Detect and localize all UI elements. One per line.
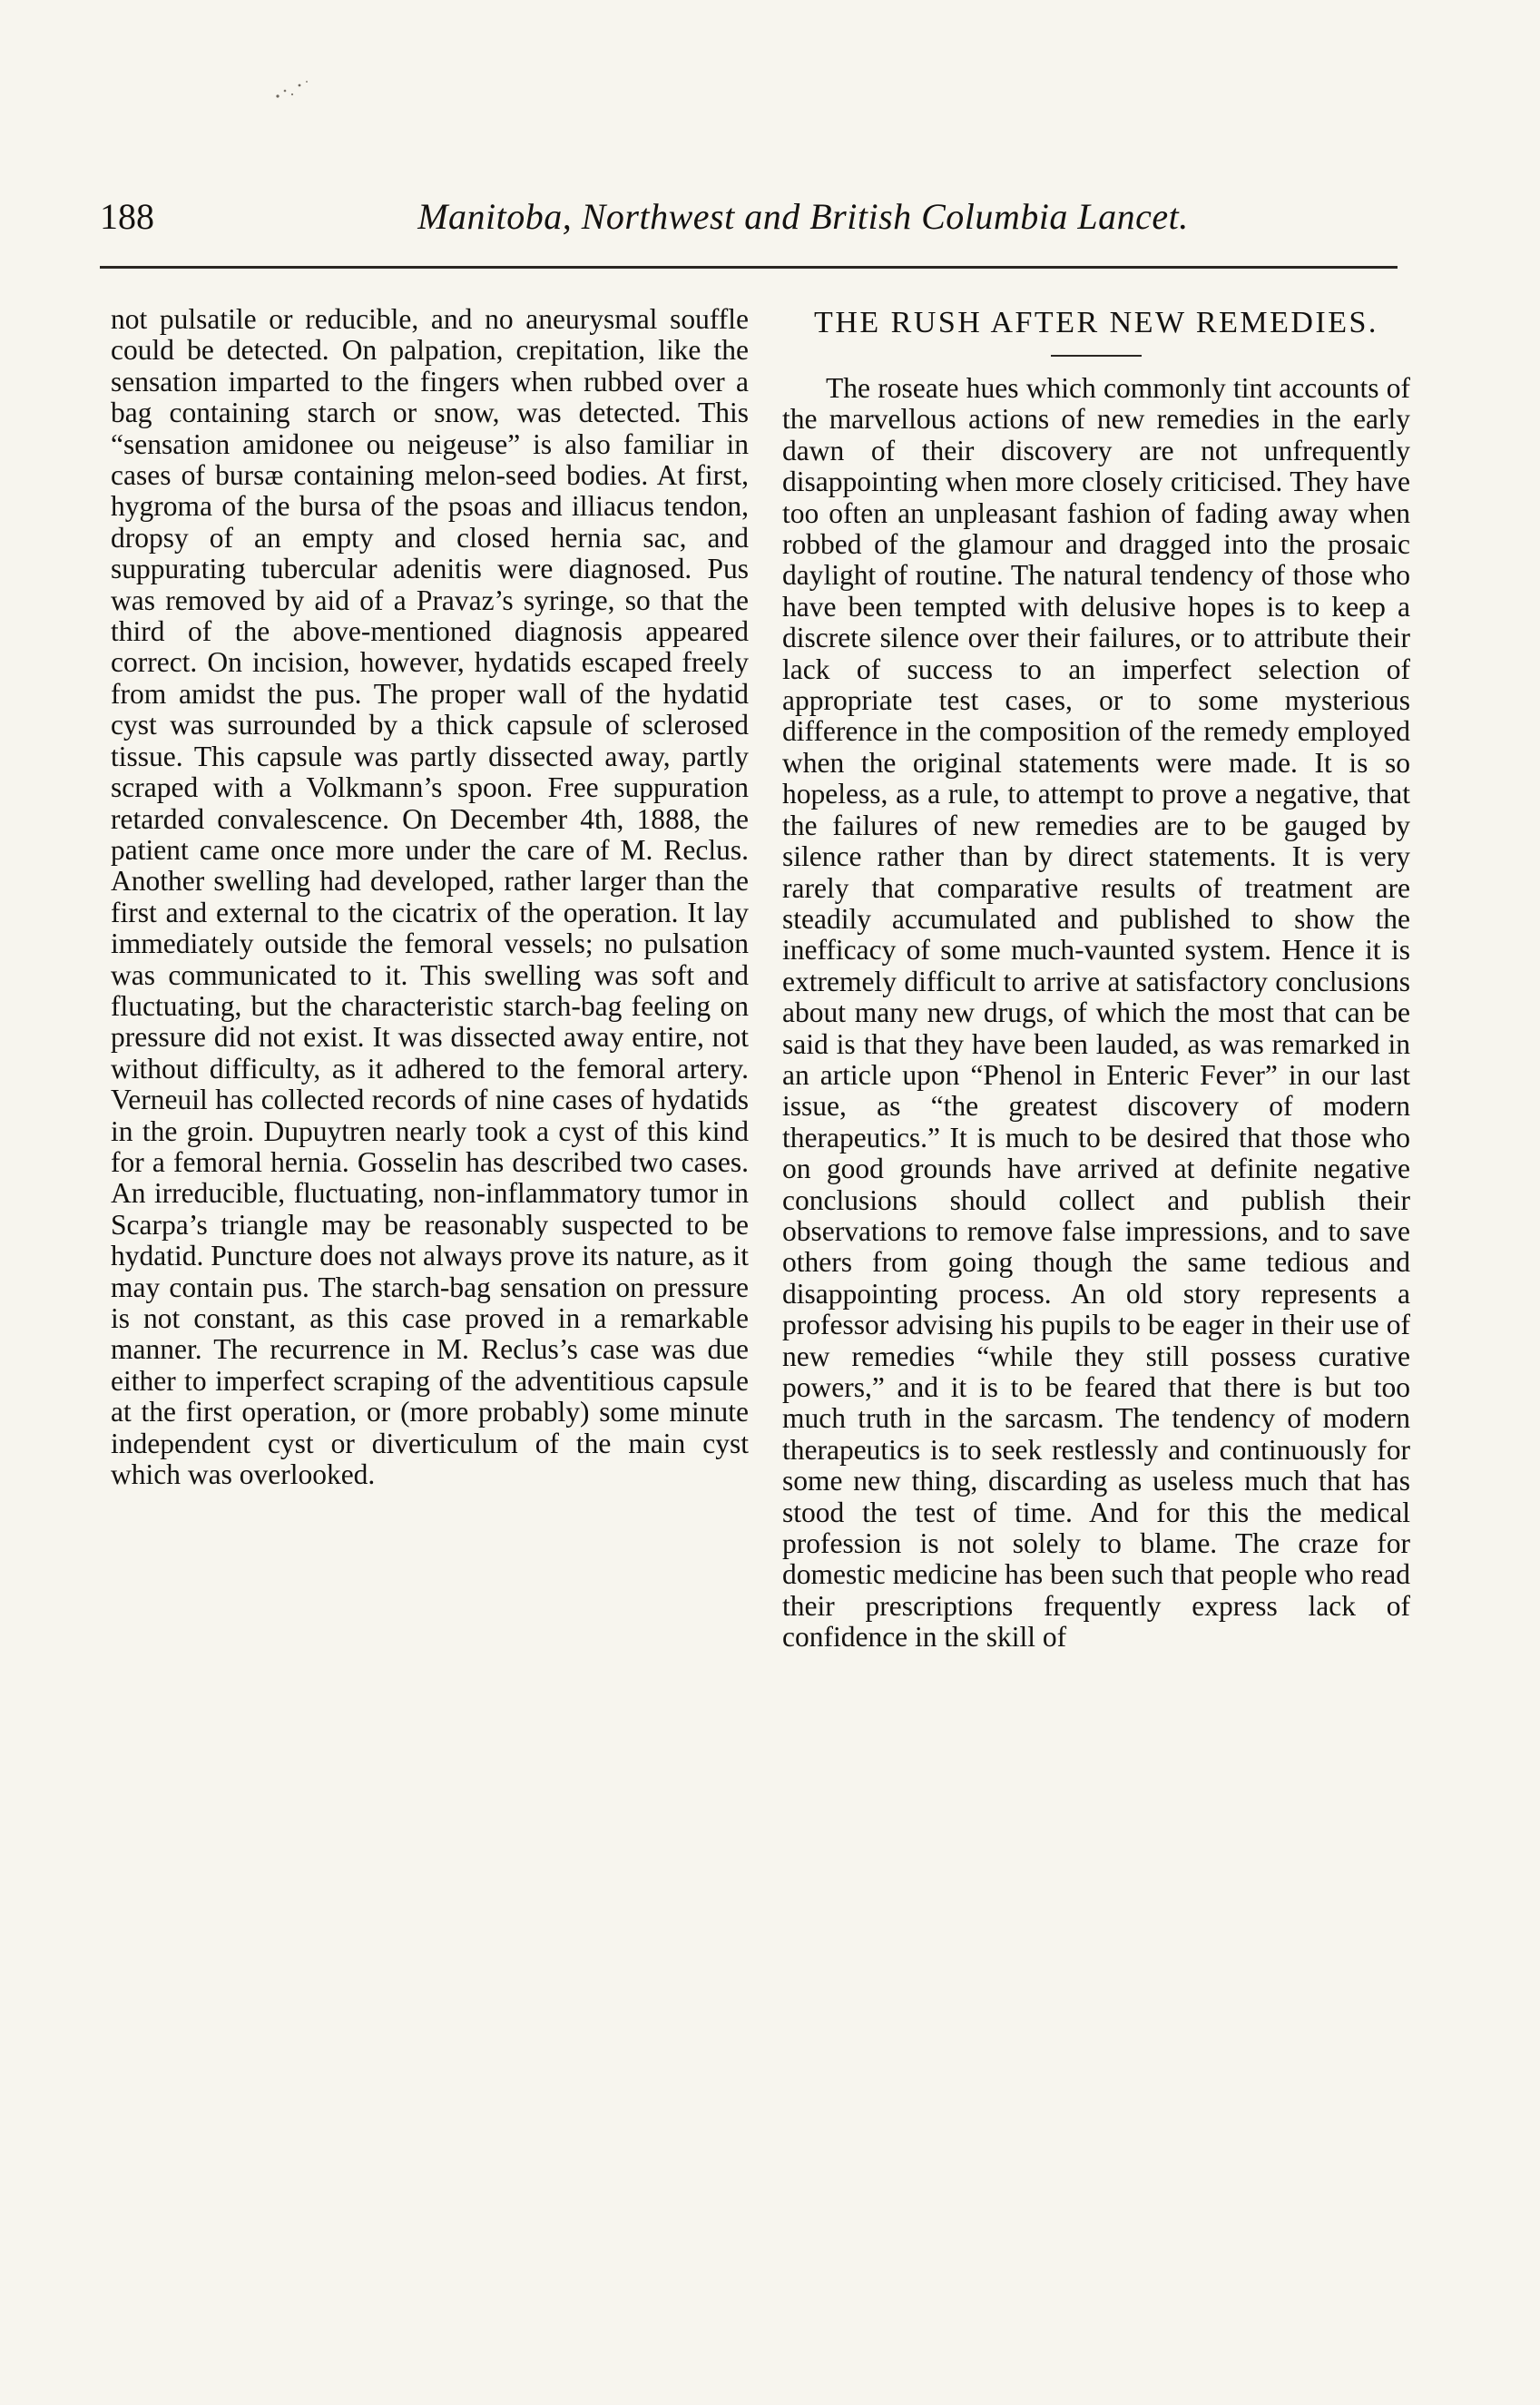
title-rule <box>1051 355 1142 357</box>
ink-speck-mark <box>272 78 314 102</box>
running-title: Manitoba, Northwest and British Columbia Lancet. <box>417 196 1189 237</box>
left-column <box>111 304 749 1490</box>
article-text: The roseate hues which commonly tint accounts of the marvellous actions of new remedies in the early dawn of their discovery are not unfrequently disappointing when more closely criticised. They have too often an unpleasant fashion of fading away when robbed of the glamour and dragged into the prosaic daylight of routine. The natural tendency of those who have been tempted with delusive hopes is to keep a discrete silence over their failures, or to attribute their lack of success to an imperfect selection of appropriate test cases, or to some mysterious difference in the composition of the remedy employed when the original statements were made. It is so hopeless, as a rule, to attempt to prove a negative, that the failures of new remedies are to be gauged by silence rather than by direct statements. It is very rarely that comparative results of treatment are steadily accumulated and published to show the inefficacy of some much-vaunted system. Hence it is extremely difficult to arrive at satisfactory conclusions about many new drugs, of which the most that can be said is that they have been lauded, as was remarked in an article upon “Phenol in Enteric Fever” in our last issue, as “the greatest discovery of modern therapeutics.” It is much to be desired that those who on good grounds have arrived at definite negative conclusions should collect and publish their observations to remove false impressions, and to save others from going though the same tedious and disappointing process. An old story represents a professor advising his pupils to be eager in their use of new remedies “while they still possess curative powers,” and it is to be feared that there is but too much truth in the sarcasm. The tendency of modern therapeutics is to seek restlessly and continuously for some new thing, discarding as useless much that has stood the test of time. And for this the medical profession is not solely to blame. The craze for domestic medicine has been such that people who read their prescriptions frequently express lack of confidence in the skill of <box>782 372 1410 1654</box>
page-number: 188 <box>100 196 154 237</box>
right-column <box>782 304 1410 1654</box>
page-header <box>100 195 1398 250</box>
header-rule <box>100 266 1398 269</box>
article-title: THE RUSH AFTER NEW REMEDIES. <box>814 306 1378 339</box>
left-column-text: not pulsatile or reducible, and no aneurysmal souffle could be detected. On palpation, crepitation, like the sensation imparted to the fingers when rubbed over a bag containing starch or snow, was detected. This “sensation amidonee ou neigeuse” is also familiar in cases of bursæ containing melon-seed bodies. At first, hygroma of the bursa of the psoas and illiacus tendon, dropsy of an empty and closed hernia sac, and suppurating tubercular adenitis were diagnosed. Pus was removed by aid of a Pravaz’s syringe, so that the third of the above-mentioned diagnosis appeared correct. On incision, however, hydatids escaped freely from amidst the pus. The proper wall of the hydatid cyst was surrounded by a thick capsule of sclerosed tissue. This capsule was partly dissected away, partly scraped with a Volkmann’s spoon. Free suppuration retarded convalescence. On December 4th, 1888, the patient came once more under the care of M. Reclus. Another swelling had developed, rather larger than the first and external to the cicatrix of the operation. It lay immediately outside the femoral vessels; no pulsation was communicated to it. This swelling was soft and fluctuating, but the characteristic starch-bag feeling on pressure did not exist. It was dissected away entire, not without difficulty, as it adhered to the femoral artery. Verneuil has collected records of nine cases of hydatids in the groin. Dupuytren nearly took a cyst of this kind for a femoral hernia. Gosselin has described two cases. An irreducible, fluctuating, non-inflammatory tumor in Scarpa’s triangle may be reasonably suspected to be hydatid. Puncture does not always prove its nature, as it may contain pus. The starch-bag sensation on pressure is not constant, as this case proved in a remarkable manner. The recurrence in M. Reclus’s case was due either to imperfect scraping of the adventitious capsule at the first operation, or (more probably) some minute independent cyst or diverticulum of the main cyst which was overlooked. <box>111 303 749 1491</box>
